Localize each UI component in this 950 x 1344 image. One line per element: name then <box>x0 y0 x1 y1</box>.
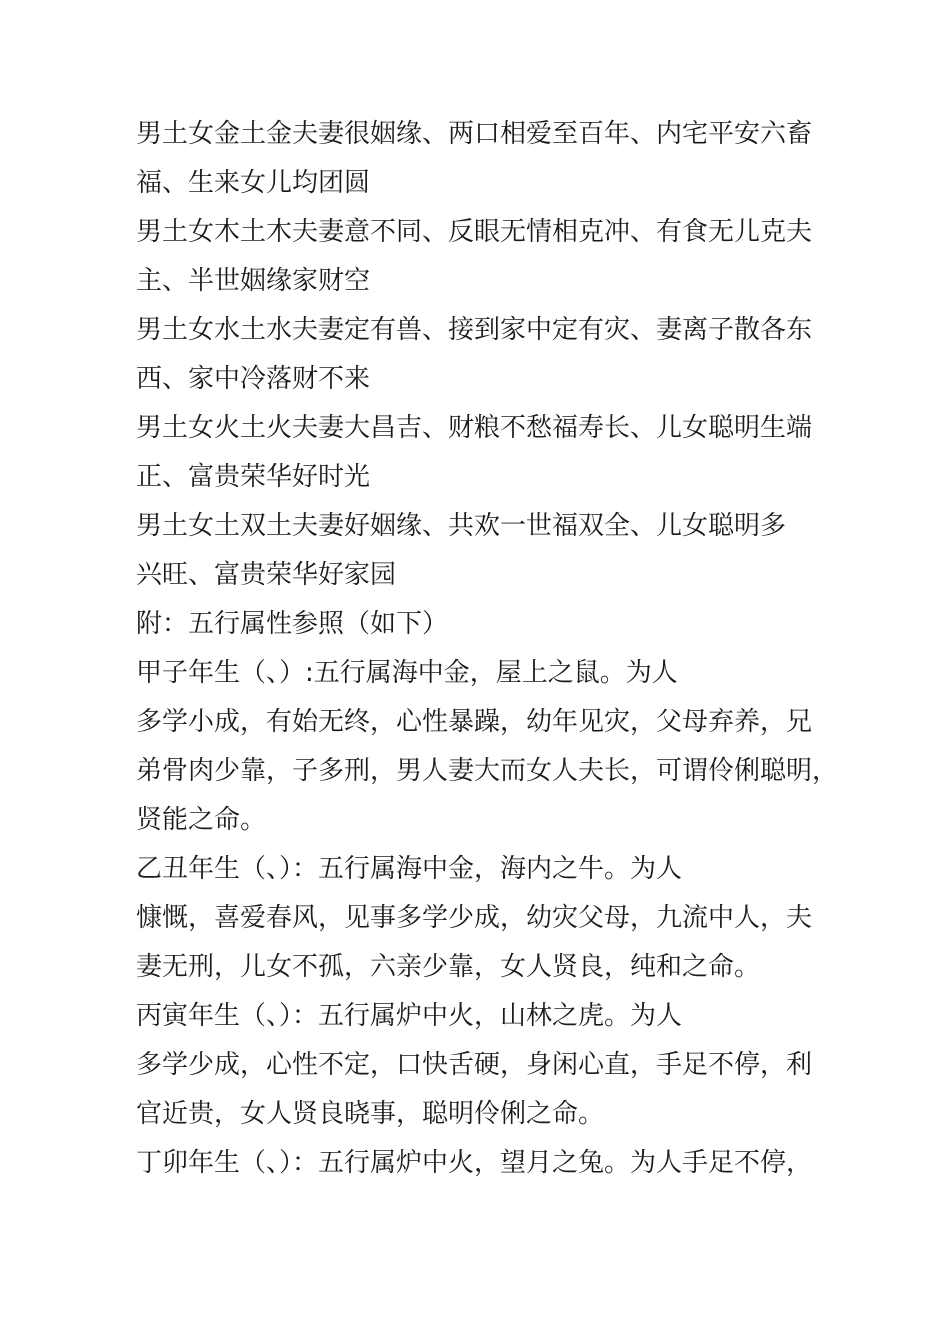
text-line: 多学少成，心性不定，口快舌硬，身闲心直，手足不停，利 <box>136 1050 813 1080</box>
body-text <box>136 110 839 1188</box>
text-line: 弟骨肉少靠，子多刑，男人妻大而女人夫长，可谓伶俐聪明， <box>136 756 839 786</box>
text-line: 男土女水土水夫妻定有兽、接到家中定有灾、妻离子散各东 <box>136 315 813 345</box>
text-line: 乙丑年生（、）：五行属海中金，海内之牛。为人 <box>136 854 683 884</box>
text-line: 丙寅年生（、）：五行属炉中火，山林之虎。为人 <box>136 1001 683 1031</box>
text-line: 兴旺、富贵荣华好家园 <box>136 560 397 590</box>
text-line: 官近贵，女人贤良晓事，聪明伶俐之命。 <box>136 1099 605 1129</box>
text-line: 男土女金土金夫妻很姻缘、两口相爱至百年、内宅平安六畜 <box>136 119 813 149</box>
text-line: 男土女土双土夫妻好姻缘、共欢一世福双全、儿女聪明多 <box>136 511 787 541</box>
text-line: 男土女木土木夫妻意不同、反眼无情相克冲、有食无儿克夫 <box>136 217 813 247</box>
appendix-heading: 附：五行属性参照（如下） <box>136 609 449 639</box>
text-line: 妻无刑，儿女不孤，六亲少靠，女人贤良，纯和之命。 <box>136 952 761 982</box>
text-line: 慷慨，喜爱春风，见事多学少成，幼灾父母，九流中人，夫 <box>136 903 813 933</box>
text-line: 西、家中冷落财不来 <box>136 364 371 394</box>
text-line: 正、富贵荣华好时光 <box>136 462 371 492</box>
text-line: 福、生来女儿均团圆 <box>136 168 371 198</box>
text-line: 贤能之命。 <box>136 805 267 835</box>
text-line: 丁卯年生（、）：五行属炉中火，望月之兔。为人手足不停， <box>136 1148 813 1178</box>
text-line: 男土女火土火夫妻大昌吉、财粮不愁福寿长、儿女聪明生端 <box>136 413 813 443</box>
text-line: 甲子年生（、）:五行属海中金，屋上之鼠。为人 <box>136 658 678 688</box>
text-line: 主、半世姻缘家财空 <box>136 266 371 296</box>
text-line: 多学小成，有始无终，心性暴躁，幼年见灾，父母弃养，兄 <box>136 707 813 737</box>
